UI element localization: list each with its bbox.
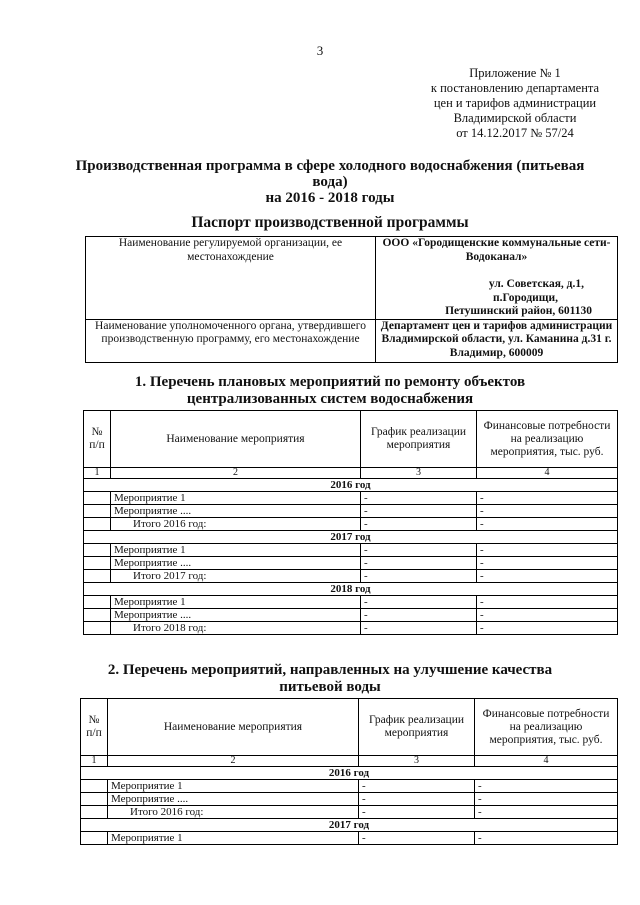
schedule-value: - [361,492,477,505]
total-label: Итого 2017 год: [111,570,361,583]
section-title-line: 1. Перечень плановых мероприятий по ремонту объектов [134,374,526,390]
row-no [84,492,111,505]
column-number: 4 [475,756,618,767]
total-row [84,570,618,583]
item-name: Мероприятие 1 [111,492,361,505]
column-number: 1 [81,756,108,767]
table-header-row [84,411,618,468]
row-no [84,544,111,557]
year-row [84,583,618,596]
passport-value [376,237,618,320]
finance-value: - [475,806,618,819]
appendix-block [420,66,610,141]
item-name: Мероприятие 1 [108,832,359,845]
finance-value: - [477,544,618,557]
table-row [84,544,618,557]
total-label: Итого 2016 год: [108,806,359,819]
title-line: Производственная программа в сфере холодного водоснабжения (питьевая [75,158,585,174]
schedule-value: - [361,596,477,609]
total-row [81,806,618,819]
finance-value: - [475,780,618,793]
page-number: 3 [316,43,324,58]
year-label: 2017 год [81,819,618,832]
item-name: Мероприятие .... [111,609,361,622]
year-label: 2016 год [81,767,618,780]
schedule-value: - [361,570,477,583]
schedule-value: - [359,780,475,793]
table-row [86,237,618,320]
year-row [84,531,618,544]
schedule-value: - [361,622,477,635]
org-address-line: ул. Советская, д.1, [488,278,584,290]
column-number: 2 [108,756,359,767]
year-row [81,819,618,832]
title-line: на 2016 - 2018 годы [265,190,395,206]
section-title-line: 2. Перечень мероприятий, направленных на улучшение качества [107,662,553,678]
appendix-line: Владимирской области [453,111,577,125]
year-label: 2016 год [84,479,618,492]
table-row [84,596,618,609]
schedule-value: - [361,505,477,518]
schedule-value: - [359,806,475,819]
column-number: 1 [84,468,111,479]
finance-value: - [475,793,618,806]
row-no [84,570,111,583]
finance-value: - [477,505,618,518]
document-title [60,158,600,206]
total-row [84,518,618,531]
table-row [86,319,618,362]
table-header-row [81,699,618,756]
year-label: 2018 год [84,583,618,596]
appendix-line: от 14.12.2017 № 57/24 [456,126,574,140]
finance-value: - [477,492,618,505]
col-header-finance: Финансовые потребности на реализацию мероприятия, тыс. руб. [477,411,618,468]
appendix-line: к постановлению департамента [430,81,600,95]
row-no [81,832,108,845]
table-row [84,492,618,505]
table-row [81,780,618,793]
row-no [81,793,108,806]
column-number: 3 [359,756,475,767]
total-row [84,622,618,635]
column-number: 4 [477,468,618,479]
passport-value: Департамент цен и тарифов администрации Владимирской области, ул. Каманина д.31 г. Владимир, 600009 [376,319,618,362]
passport-heading: Паспорт производственной программы [191,214,469,231]
col-header-no: № п/п [84,411,111,468]
col-header-schedule: График реализации мероприятия [361,411,477,468]
schedule-value: - [361,518,477,531]
col-header-name: Наименование мероприятия [111,411,361,468]
item-name: Мероприятие 1 [108,780,359,793]
col-header-name: Наименование мероприятия [108,699,359,756]
total-label: Итого 2016 год: [111,518,361,531]
item-name: Мероприятие .... [111,505,361,518]
column-number: 2 [111,468,361,479]
item-name: Мероприятие 1 [111,596,361,609]
finance-value: - [477,570,618,583]
section-2-title [60,662,600,696]
col-header-schedule: График реализации мероприятия [359,699,475,756]
table-row [84,505,618,518]
finance-value: - [477,622,618,635]
schedule-value: - [361,609,477,622]
section-1-table [83,410,618,635]
org-name: ООО «Городищенские коммунальные сети-Водоканал» [382,237,611,263]
table-row [84,609,618,622]
schedule-value: - [359,832,475,845]
year-label: 2017 год [84,531,618,544]
schedule-value: - [361,544,477,557]
row-no [81,780,108,793]
section-title-line: централизованных систем водоснабжения [186,391,474,407]
col-header-no: № п/п [81,699,108,756]
row-no [84,622,111,635]
row-no [84,596,111,609]
finance-value: - [477,609,618,622]
row-no [84,505,111,518]
passport-label: Наименование уполномоченного органа, утвердившего производственную программу, его местонахождение [86,319,376,362]
finance-value: - [477,596,618,609]
schedule-value: - [361,557,477,570]
column-number-row [81,756,618,767]
row-no [84,557,111,570]
finance-value: - [477,518,618,531]
appendix-line: цен и тарифов администрации [433,96,597,110]
row-no [84,609,111,622]
table-row [81,832,618,845]
appendix-line: Приложение № 1 [469,66,561,80]
title-line: вода) [312,174,348,190]
section-title-line: питьевой воды [279,679,381,695]
schedule-value: - [359,793,475,806]
col-header-finance: Финансовые потребности на реализацию мероприятия, тыс. руб. [475,699,618,756]
passport-table [85,236,618,363]
passport-label: Наименование регулируемой организации, ее местонахождение [86,237,376,320]
org-address-line: Петушинский район, 601130 [445,305,592,317]
item-name: Мероприятие .... [111,557,361,570]
column-number-row [84,468,618,479]
row-no [84,518,111,531]
year-row [81,767,618,780]
item-name: Мероприятие 1 [111,544,361,557]
section-1-title [60,374,600,408]
org-address-line: п.Городищи, [492,291,558,304]
section-2-table [80,698,618,845]
column-number: 3 [361,468,477,479]
item-name: Мероприятие .... [108,793,359,806]
total-label: Итого 2018 год: [111,622,361,635]
table-row [84,557,618,570]
table-row [81,793,618,806]
year-row [84,479,618,492]
finance-value: - [475,832,618,845]
row-no [81,806,108,819]
finance-value: - [477,557,618,570]
